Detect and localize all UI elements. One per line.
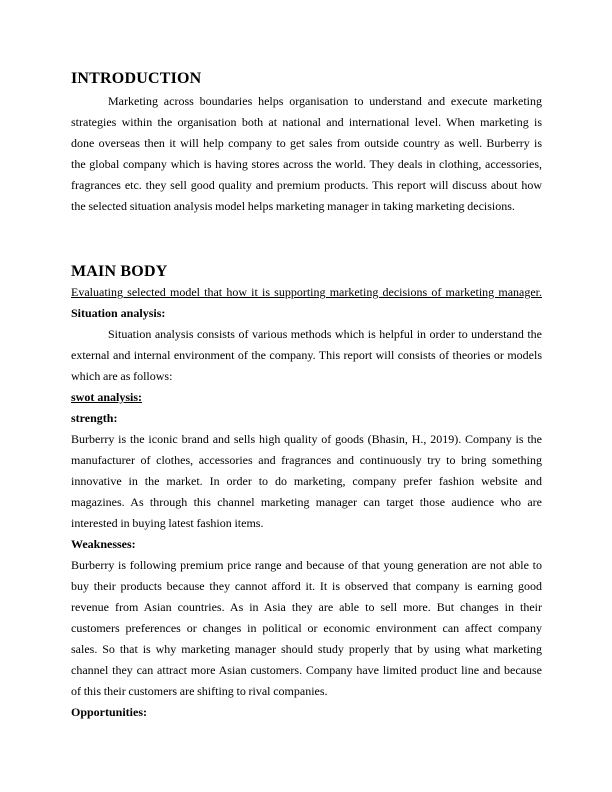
- paragraph-situation-analysis: [71, 324, 542, 387]
- text-line: the selected situation analysis model helps marketing manager in taking marketing decisions.: [71, 199, 515, 213]
- text-line: Burberry is the iconic brand and sells high quality of goods (Bhasin, H., 2019). Company is the: [71, 432, 542, 446]
- text-line: buy their products because they cannot afford it. It is observed that company is earning good: [71, 579, 542, 593]
- subheading-swot-analysis: swot analysis:: [71, 390, 143, 404]
- subheading-weaknesses: Weaknesses:: [71, 537, 136, 551]
- subheading-opportunities: Opportunities:: [71, 705, 148, 719]
- text-line: channel they can attract more Asian customers. Company have limited product line and because: [71, 663, 542, 677]
- text-line: external and internal environment of the company. This report will consists of theories or models: [71, 348, 542, 362]
- paragraph-introduction: [71, 91, 542, 217]
- document-content: [71, 68, 542, 723]
- text-line: which are as follows:: [71, 369, 173, 383]
- text-line: Situation analysis consists of various methods which is helpful in order to understand the: [108, 327, 542, 341]
- subheading-evaluating-model: Evaluating selected model that how it is supporting marketing decisions of marketing manager.: [71, 285, 542, 299]
- text-line: fragrances etc. they sell good quality and premium products. This report will discuss about how: [71, 178, 542, 192]
- text-line: sales. So that is why marketing manager should study properly that by using what marketing: [71, 642, 542, 656]
- subheading-situation-analysis: Situation analysis:: [71, 306, 166, 320]
- text-line: the global company which is having stores across the world. They deals in clothing, accessories,: [71, 157, 542, 171]
- text-line: interested in buying latest fashion items.: [71, 516, 264, 530]
- text-line: of this their customers are shifting to rival companies.: [71, 684, 328, 698]
- subheading-strength: strength:: [71, 411, 118, 425]
- text-line: manufacturer of clothes, accessories and fragrances and continuously try to bring something: [71, 453, 542, 467]
- text-line: Marketing across boundaries helps organisation to understand and execute marketing: [108, 94, 542, 108]
- text-line: revenue from Asian countries. As in Asia they are able to sell more. But changes in their: [71, 600, 542, 614]
- paragraph-strength: [71, 429, 542, 534]
- text-line: done overseas then it will help company to get sales from outside country as well. Burberry is: [71, 136, 542, 150]
- heading-main-body: MAIN BODY: [71, 263, 168, 280]
- text-line: strategies within the organisation both at national and international level. When marketing is: [71, 115, 542, 129]
- heading-introduction: INTRODUCTION: [71, 70, 202, 87]
- text-line: magazines. As through this channel marketing manager can target those audience who are: [71, 495, 542, 509]
- text-line: innovative in the market. In order to do marketing, company prefer fashion website and: [71, 474, 542, 488]
- text-line: Burberry is following premium price range and because of that young generation are not able to: [71, 558, 542, 572]
- paragraph-weaknesses: [71, 555, 542, 702]
- text-line: customers preferences or changes in political or economic environment can affect company: [71, 621, 542, 635]
